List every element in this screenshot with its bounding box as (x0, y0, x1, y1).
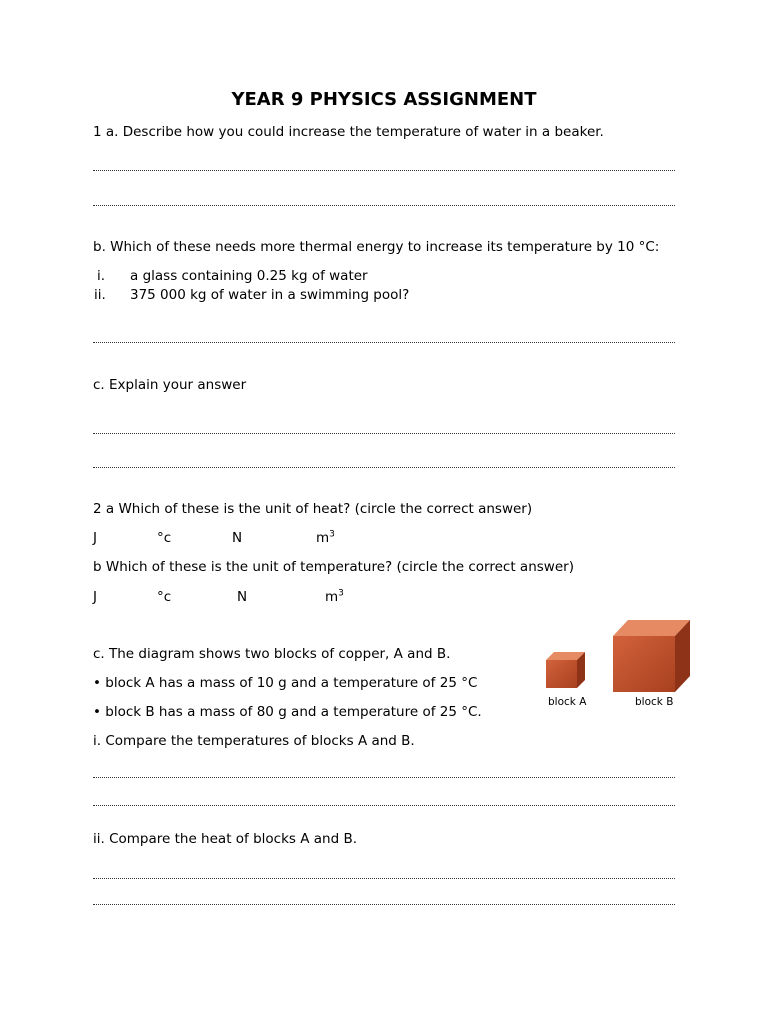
answer-line (93, 805, 675, 806)
question-2cii: ii. Compare the heat of blocks A and B. (93, 831, 357, 847)
option-number: ii. (94, 287, 106, 303)
block-b-label: block B (635, 696, 674, 708)
option-number: i. (97, 268, 106, 284)
question-1a: 1 a. Describe how you could increase the temperature of water in a beaker. (93, 124, 604, 140)
unit-option: J (93, 589, 97, 605)
block-a-label: block A (548, 696, 587, 708)
unit-option: N (237, 589, 248, 605)
question-2c: c. The diagram shows two blocks of copper, A and B. (93, 646, 451, 662)
option-text: a glass containing 0.25 kg of water (130, 268, 368, 284)
answer-line (93, 433, 675, 434)
question-1b: b. Which of these needs more thermal energy to increase its temperature by 10 °C: (93, 239, 660, 255)
unit-option: $m^3$ (316, 529, 335, 546)
option-text: 375 000 kg of water in a swimming pool? (130, 287, 410, 303)
answer-line (93, 205, 675, 206)
answer-line (93, 170, 675, 171)
question-1c: c. Explain your answer (93, 377, 247, 393)
page-title: YEAR 9 PHYSICS ASSIGNMENT (231, 89, 537, 110)
unit-option: °c (157, 589, 172, 605)
block-a-cube (546, 652, 585, 688)
question-2a: 2 a Which of these is the unit of heat? (circle the correct answer) (93, 501, 533, 517)
question-2b: b Which of these is the unit of temperature? (circle the correct answer) (93, 559, 574, 575)
unit-option: °c (157, 530, 172, 546)
block-b-cube (613, 620, 690, 692)
unit-option: N (232, 530, 243, 546)
bullet-block-b: • block B has a mass of 80 g and a temperature of 25 °C. (93, 704, 482, 720)
answer-line (93, 777, 675, 778)
answer-line (93, 904, 675, 905)
unit-option: $m^3$ (325, 588, 344, 605)
answer-line (93, 878, 675, 879)
question-2ci: i. Compare the temperatures of blocks A and B. (93, 733, 415, 749)
answer-line (93, 342, 675, 343)
unit-option: J (93, 530, 97, 546)
bullet-block-a: • block A has a mass of 10 g and a temperature of 25 °C (93, 675, 478, 691)
answer-line (93, 467, 675, 468)
